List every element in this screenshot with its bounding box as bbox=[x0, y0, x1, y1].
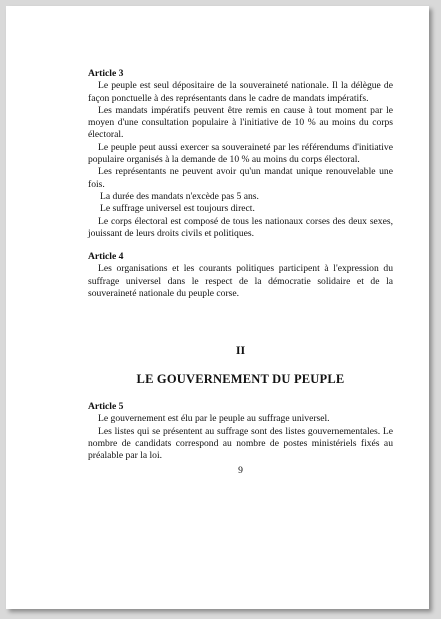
article-3-title: Article 3 bbox=[88, 68, 124, 79]
page-content bbox=[88, 68, 393, 478]
section-title: LE GOUVERNEMENT DU PEUPLE bbox=[136, 371, 345, 386]
article-3-paragraph-7: Le corps électoral est composé de tous les nationaux corses des deux sexes, jouissant de leurs droits civils et politiques. bbox=[88, 215, 393, 239]
section-number: II bbox=[235, 343, 246, 358]
page-number: 9 bbox=[238, 465, 243, 477]
article-3-paragraph-4: Les représentants ne peuvent avoir qu'un mandat unique renouvelable une fois. bbox=[88, 166, 393, 190]
article-5-title: Article 5 bbox=[88, 400, 124, 412]
article-3-paragraph-1: Le peuple est seul dépositaire de la souveraineté nationale. Il la délègue de façon ponctuelle à des représentants dans le cadre de mandats impératifs. bbox=[88, 80, 393, 104]
article-5-paragraph-2: Les listes qui se présentent au suffrage sont des listes gouvernementales. Le nombre de candidats correspond au nombre de postes ministériels fixés au préalable par la loi. bbox=[88, 425, 393, 462]
document-page bbox=[6, 6, 429, 609]
article-3-paragraph-3: Le peuple peut aussi exercer sa souveraineté par les référendums d'initiative populaire organisés à la demande de 10 % au moins du corps électoral. bbox=[88, 141, 393, 166]
article-4-title: Article 4 bbox=[88, 251, 124, 263]
article-5-paragraph-1: Le gouvernement est élu par le peuple au suffrage universel. bbox=[98, 413, 330, 425]
article-3-paragraph-2: Les mandats impératifs peuvent être remis en cause à tout moment par le moyen d'une consultation populaire à l'initiative de 10 % au moins du corps électoral. bbox=[88, 104, 393, 141]
article-3-paragraph-5: La durée des mandats n'excède pas 5 ans. bbox=[100, 190, 259, 202]
article-4-paragraph-1: Les organisations et les courants politiques participent à l'expression du suffrage universel dans le respect de la démocratie solidaire et de la souveraineté nationale du peuple corse. bbox=[88, 263, 393, 300]
article-3-paragraph-6: Le suffrage universel est toujours direct. bbox=[100, 203, 255, 215]
spacer bbox=[88, 240, 393, 251]
